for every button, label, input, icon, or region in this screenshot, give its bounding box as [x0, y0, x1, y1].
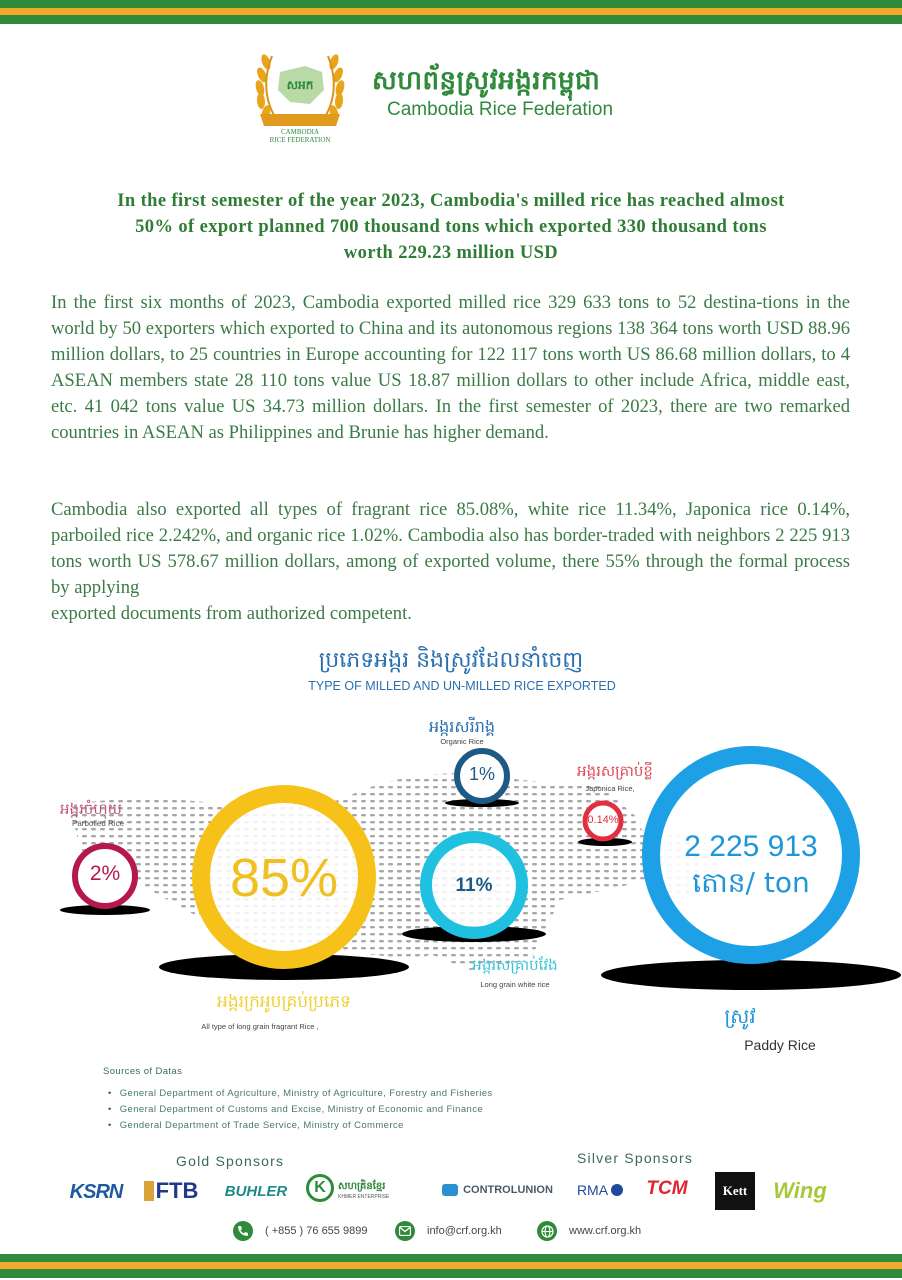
- sponsor-logo-tcm: TCM: [646, 1178, 688, 1199]
- label-en-parboiled: Parboiled Rice: [72, 819, 125, 828]
- sponsor-logo-wing: Wing: [773, 1178, 827, 1203]
- world-map-dots: [70, 773, 720, 970]
- sponsor-logo-buhler: BUHLER: [224, 1182, 288, 1200]
- sponsor-ftb-text: FTB: [155, 1178, 199, 1203]
- label-en-organic: Organic Rice: [440, 737, 484, 746]
- headline: [60, 188, 842, 266]
- logo-caption-1: CAMBODIA: [280, 128, 320, 136]
- ke-mark-icon: K: [306, 1174, 334, 1202]
- sponsor-logo-rma: [568, 1180, 632, 1200]
- bottom-stripe-decoration: [0, 1254, 902, 1280]
- infographic-title-english: TYPE OF MILLED AND UN-MILLED RICE EXPORTED: [308, 679, 616, 693]
- label-kh-parboiled: អង្ករចំហុយ: [60, 800, 122, 818]
- crf-logo: [250, 42, 350, 144]
- headline-line: In the first semester of the year 2023, Cambodia's milled rice has reached almost: [117, 191, 785, 211]
- label-en-white: Long grain white rice: [480, 980, 550, 989]
- sponsor-logo-ksrn: KSRN: [69, 1180, 123, 1203]
- controlunion-mark-icon: [442, 1184, 458, 1196]
- value-parboiled: 2%: [89, 862, 121, 885]
- sponsor-ke-text: KHMER ENTERPRISE: [338, 1193, 390, 1200]
- phone-number: ( +855 ) 76 655 9899: [265, 1225, 368, 1237]
- label-kh-white: អង្ករសគ្រាប់វែង: [472, 956, 558, 974]
- logo-text-kh: សអក: [286, 78, 314, 92]
- sponsor-logo-kett: Kett: [715, 1172, 755, 1210]
- contact-website[interactable]: [537, 1221, 641, 1241]
- value-organic: 1%: [468, 764, 495, 784]
- org-name-khmer: សហព័ន្ធស្រូវអង្ករកម្ពុជា: [372, 66, 601, 96]
- website-url: www.crf.org.kh: [569, 1225, 642, 1237]
- sources-list: [108, 1086, 493, 1134]
- email-address: info@crf.org.kh: [427, 1225, 502, 1237]
- sponsor-logo-khmer-enterprise: [306, 1174, 398, 1204]
- phone-icon: [233, 1221, 253, 1241]
- sponsor-controlunion-text: CONTROLUNION: [463, 1184, 553, 1196]
- contact-phone[interactable]: [233, 1221, 367, 1241]
- shadow-paddy: [601, 960, 901, 990]
- infographic-title-khmer: ប្រភេទអង្ករ និងស្រូវដែលនាំចេញ: [318, 648, 584, 673]
- paragraph-text: exported documents from authorized competent.: [51, 603, 412, 624]
- value-paddy: 2 225 913: [684, 830, 818, 863]
- source-item: • General Department of Agriculture, Ministry of Agriculture, Forestry and Fisheries: [108, 1086, 493, 1102]
- logo-caption-2: RICE FEDERATION: [269, 136, 331, 144]
- gold-sponsors-title: Gold Sponsors: [176, 1153, 285, 1169]
- paragraph-text: Cambodia also exported all types of fragrant rice 85.08%, white rice 11.34%, Japonica rice 0.14%, parboiled rice 2.242%, and organic rice 1.02%. Cambodia also has border-traded with neighbors 2 225 913 tons worth US 578.67 million dollars, among of exported volume, there 55% through the formal process by applying: [51, 499, 850, 598]
- value-white: 11%: [455, 875, 493, 896]
- label-kh-organic: អង្ករសរីរាង្គ: [428, 717, 495, 736]
- headline-line: 50% of export planned 700 thousand tons which exported 330 thousand tons: [135, 217, 767, 237]
- label-en-fragrant: All type of long grain fragrant Rice ,: [201, 1022, 319, 1031]
- rma-globe-icon: [611, 1184, 623, 1196]
- label-kh-fragrant: អង្ករក្រអូបគ្រប់ប្រភេទ: [217, 992, 351, 1012]
- value-japonica: 0.14%: [587, 814, 619, 826]
- label-en-japonica: Japonica Rice,: [585, 784, 635, 793]
- ftb-mark-icon: [144, 1181, 154, 1201]
- sponsor-rma-text: RMA: [576, 1182, 609, 1198]
- sponsor-logo-controlunion: [440, 1180, 555, 1200]
- body-paragraph-exports: In the first six months of 2023, Cambodia exported milled rice 329 633 tons to 52 destina-tions in the world by 50 exporters which exported to China and its autonomous regions 138 364 tons worth USD 88.96 million dollars, to 25 countries in Europe accounting for 122 117 tons worth US 86.68 million dollars, to 4 ASEAN members state 28 110 tons value US 18.87 million dollars to other include Africa, middle east, etc. 41 042 tons value US 34.73 million dollars. In the first semester of 2023, there are two remarked countries in ASEAN as Philippines and Brunie has higher demand.: [51, 292, 850, 443]
- value-fragrant: 85%: [229, 848, 339, 908]
- top-stripe-decoration: [0, 0, 902, 26]
- label-kh-japonica: អង្ករសគ្រាប់ខ្លី: [577, 762, 653, 780]
- source-item: • Genderal Department of Trade Service, Ministry of Commerce: [108, 1118, 493, 1134]
- label-kh-paddy: ស្រូវ: [724, 1004, 756, 1028]
- label-en-paddy: Paddy Rice: [744, 1037, 816, 1053]
- email-icon: [395, 1221, 415, 1241]
- contact-email[interactable]: [395, 1221, 502, 1241]
- sources-title: Sources of Datas: [103, 1066, 183, 1077]
- sponsor-ke-kh: សហគ្រិនខ្មែរ: [338, 1180, 386, 1192]
- globe-icon: [537, 1221, 557, 1241]
- rice-type-infographic: [0, 700, 902, 1060]
- unit-paddy: តោន/ ton: [692, 866, 810, 899]
- body-paragraph-rice-types: [51, 497, 850, 627]
- org-name-english: Cambodia Rice Federation: [387, 99, 614, 120]
- source-item: • General Department of Customs and Excise, Ministry of Economic and Finance: [108, 1102, 493, 1118]
- sponsor-logo-ftb: [138, 1176, 204, 1206]
- silver-sponsors-title: Silver Sponsors: [577, 1150, 694, 1166]
- headline-line: worth 229.23 million USD: [343, 243, 559, 263]
